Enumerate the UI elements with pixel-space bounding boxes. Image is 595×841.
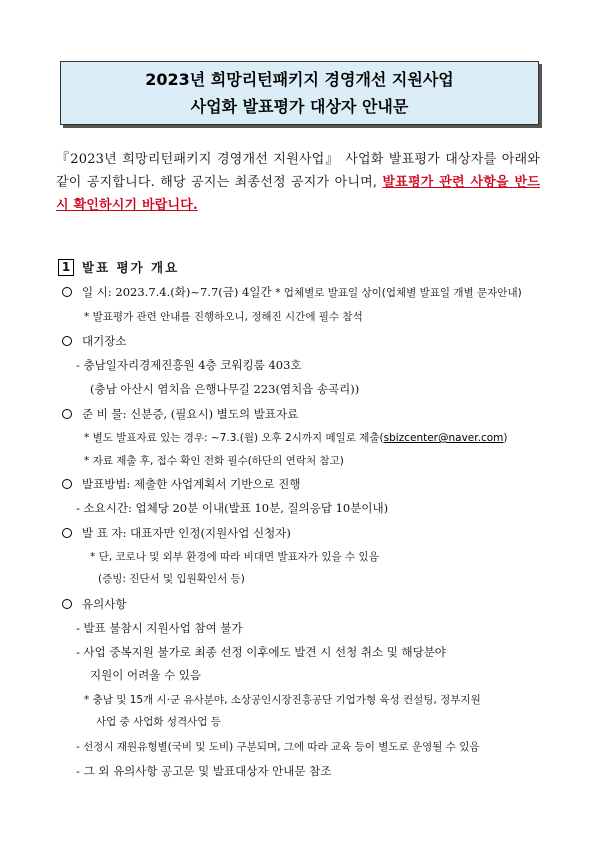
circle-bullet-icon <box>62 336 72 346</box>
caution-row <box>62 596 126 612</box>
circle-bullet-icon <box>62 528 72 538</box>
waiting-label: 대기장소 <box>82 334 127 348</box>
date-label: 일 시: 2023.7.4.(화)~7.7(금) 4일간 <box>82 285 272 299</box>
waiting-place: - 충남일자리경제진흥원 4층 코워킹룸 403호 <box>76 358 302 372</box>
prep-note-2: * 자료 제출 후, 접수 확인 전화 필수(하단의 연락처 참고) <box>84 455 344 467</box>
circle-bullet-icon <box>62 479 72 489</box>
intro-paragraph <box>56 148 540 217</box>
circle-bullet-icon <box>62 287 72 297</box>
presenter-note-1: * 단, 코로나 및 외부 환경에 따라 비대면 발표자가 있을 수 있음 <box>90 551 379 563</box>
waiting-address: (충남 아산시 염치읍 은행나무길 223(염치읍 송곡리)) <box>90 382 360 396</box>
method-time: - 소요시간: 업체당 20분 이내(발표 10분, 질의응답 10분이내) <box>76 501 389 515</box>
section-title: 발표 평가 개요 <box>82 260 180 275</box>
presenter-label: 발 표 자: 대표자만 인정(지원사업 신청자) <box>82 526 291 540</box>
date-row <box>62 284 522 300</box>
prep-label: 준 비 물: 신분증, (필요시) 별도의 발표자료 <box>82 407 299 421</box>
caution-3b: 사업 중 사업화 성격사업 등 <box>96 716 221 728</box>
email-link[interactable]: sbizcenter@naver.com <box>383 432 504 444</box>
method-label: 발표방법: 제출한 사업계획서 기반으로 진행 <box>82 477 301 491</box>
section-number: 1 <box>58 259 74 276</box>
caution-2b: 지원이 어려울 수 있음 <box>90 668 201 682</box>
intro-text: 『2023년 희망리턴패키지 경영개선 지원사업』 사업화 발표평가 대상자를 아래와 같이 공지합니다. 해당 공지는 최종선정 공지가 아니며, <box>56 152 540 190</box>
caution-2a: - 사업 중복지원 불가로 최종 선정 이후에도 발견 시 선청 취소 및 해당분야 <box>76 645 446 659</box>
title-box <box>60 61 539 125</box>
date-note: * 업체별로 발표일 상이(업체별 발표일 개별 문자안내) <box>275 287 522 299</box>
caution-5: - 그 외 유의사항 공고문 및 발표대상자 안내문 참조 <box>76 764 332 778</box>
caution-1: - 발표 불참시 지원사업 참여 불가 <box>76 621 243 635</box>
caution-4: - 선정시 재원유형별(국비 및 도비) 구분되며, 그에 따라 교육 등이 별도로 운영될 수 있음 <box>76 741 480 753</box>
waiting-row <box>62 333 126 349</box>
date-sub: * 발표평가 관련 안내를 진행하오니, 정해진 시간에 필수 참석 <box>84 311 363 323</box>
title-line-2: 사업화 발표평가 대상자 안내문 <box>190 97 409 116</box>
caution-3a: * 충남 및 15개 시·군 유사분야, 소상공인시장진흥공단 기업가형 육성 컨설팅, 정부지원 <box>84 694 481 706</box>
method-row <box>62 476 300 492</box>
section-1-heading <box>58 258 179 276</box>
circle-bullet-icon <box>62 409 72 419</box>
intro-emphasis: 발표평가 관련 사항을 반드시 확인하시기 바랍니다. <box>56 175 540 213</box>
circle-bullet-icon <box>62 599 72 609</box>
caution-label: 유의사항 <box>82 597 127 611</box>
presenter-note-2: (증빙: 진단서 및 입원확인서 등) <box>98 573 245 585</box>
prep-row <box>62 406 298 422</box>
presenter-row <box>62 525 291 541</box>
title-line-1: 2023년 희망리턴패키지 경영개선 지원사업 <box>145 70 454 89</box>
prep-note-1: * 별도 발표자료 있는 경우: ~7.3.(월) 오후 2시까지 메일로 제출(sbizcenter@naver.com) <box>84 432 508 444</box>
